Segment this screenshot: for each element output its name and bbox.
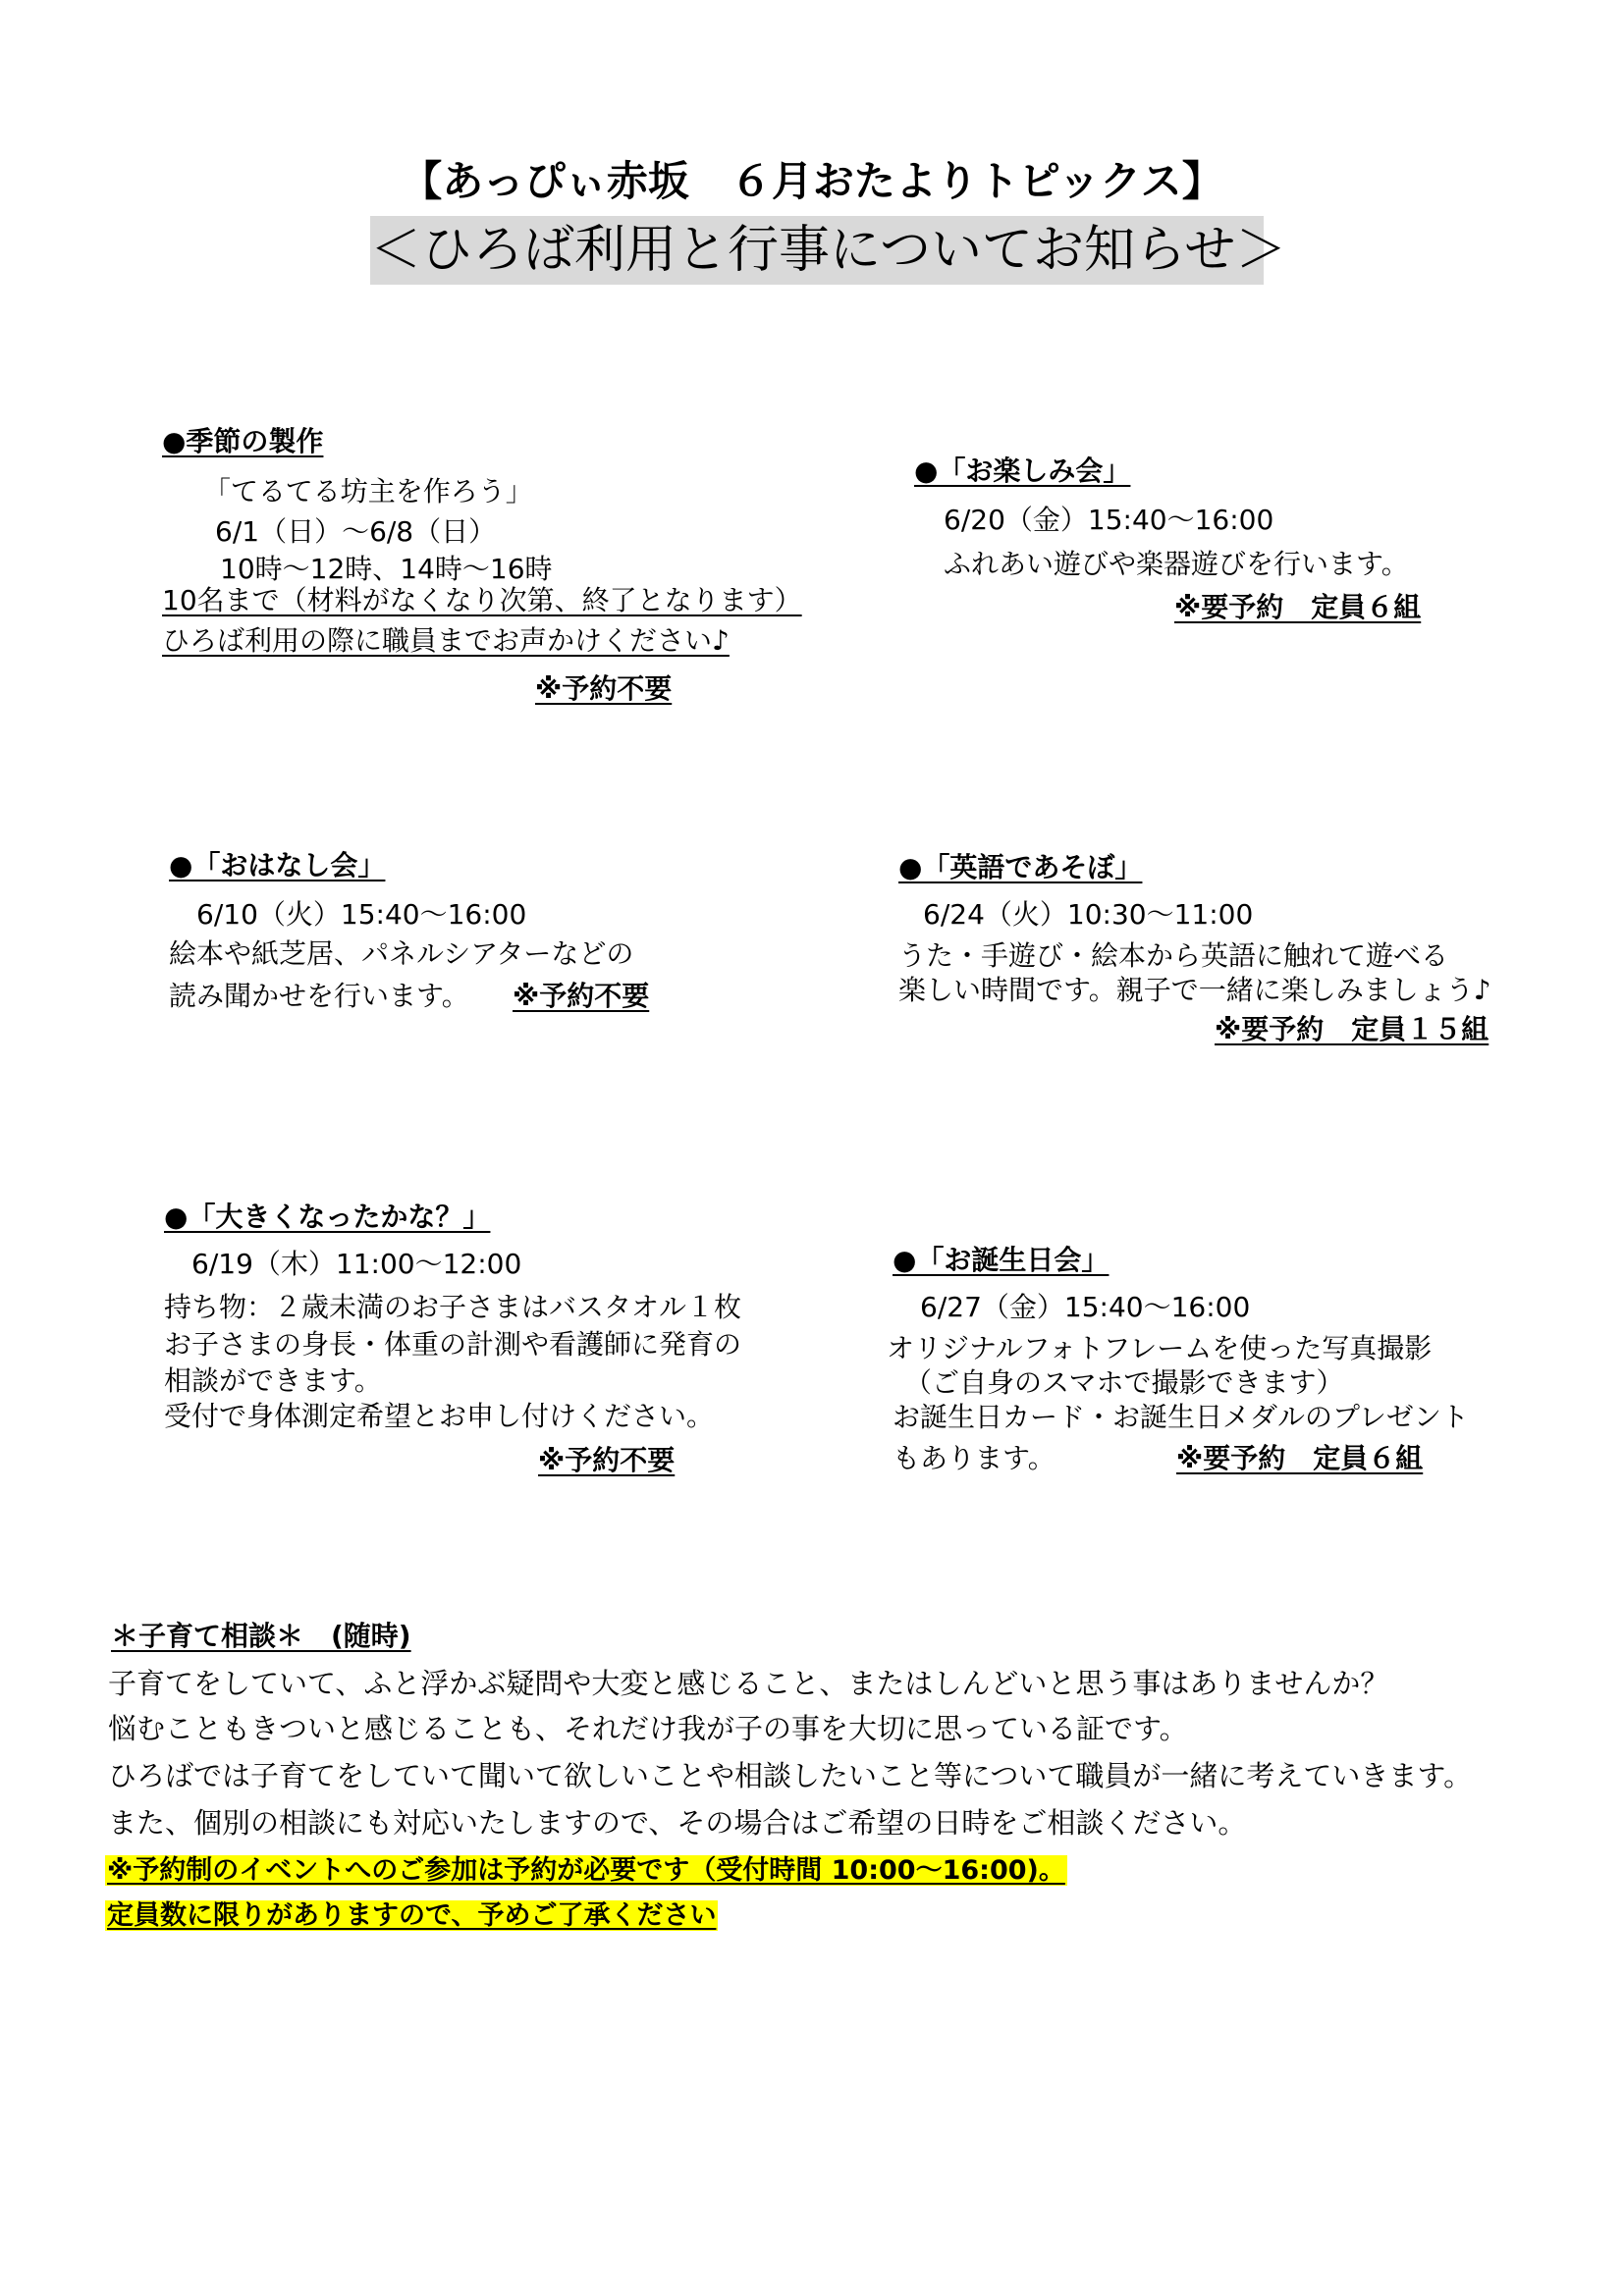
page-subtitle: ＜ひろば利用と行事についてお知らせ＞ — [370, 216, 1264, 285]
event-description-line: お子さまの身長・体重の計測や看護師に発育の — [164, 1328, 742, 1361]
event-description-line: （ご自身のスマホで撮影できます） — [904, 1366, 1344, 1399]
reservation-notice — [105, 1848, 1067, 1887]
event-date: 6/24（火）10:30～11:00 — [923, 898, 1254, 931]
event-date: 6/19（木）11:00～12:00 — [191, 1248, 522, 1280]
event-times: 10時～12時、14時～16時 — [220, 553, 553, 585]
reservation-badge: ※予約不要 — [535, 672, 673, 705]
reservation-badge: ※要予約 定員６組 — [1176, 1442, 1424, 1474]
event-description-line: お誕生日カード・お誕生日メダルのプレゼント — [893, 1401, 1469, 1433]
event-description-line: 持ち物：２歳未満のお子さまはバスタオル１枚 — [164, 1291, 742, 1323]
event-description: ふれあい遊びや楽器遊びを行います。 — [944, 548, 1409, 580]
event-limit: 10名まで（材料がなくなり次第、終了となります） — [162, 584, 802, 616]
consultation-text: 悩むこともきついと感じることも、それだけ我が子の事を大切に思っている証です。 — [108, 1712, 1188, 1745]
event-description-line: 相談ができます。 — [164, 1364, 382, 1397]
event-dates: 6/1（日）～6/8（日） — [215, 515, 497, 548]
event-heading: ●「お楽しみ会」 — [914, 454, 1131, 487]
consultation-text: 子育てをしていて、ふと浮かぶ疑問や大変と感じること、またはしんどいと思う事はありませんか？ — [108, 1667, 1389, 1700]
event-date: 6/27（金）15:40～16:00 — [920, 1291, 1251, 1323]
event-heading: ●季節の製作 — [162, 425, 324, 457]
consultation-text: ひろばでは子育てをしていて聞いて欲しいことや相談したいこと等について職員が一緒に考えていきます。 — [108, 1759, 1473, 1792]
event-description-line: 受付で身体測定希望とお申し付けください。 — [164, 1400, 715, 1432]
event-name: 「てるてる坊主を作ろう」 — [203, 475, 533, 507]
highlighted-notice: ※予約制のイベントへのご参加は予約が必要です（受付時間 10:00～16:00)。 — [107, 1855, 1065, 1886]
reservation-badge: ※要予約 定員１５組 — [1215, 1013, 1489, 1045]
event-note: ひろば利用の際に職員までお声かけください♪ — [162, 624, 730, 657]
event-description-line: 絵本や紙芝居、パネルシアターなどの — [169, 937, 634, 970]
reservation-badge: ※予約不要 — [538, 1444, 676, 1476]
page-title: 【あっぴぃ赤坂 ６月おたよりトピックス】 — [401, 157, 1223, 205]
reservation-badge: ※予約不要 — [513, 980, 650, 1012]
event-description-line: 読み聞かせを行います。 — [169, 980, 469, 1012]
event-heading: ●「お誕生日会」 — [893, 1244, 1110, 1276]
event-heading: ●「おはなし会」 — [169, 849, 386, 881]
event-description-line: うた・手遊び・絵本から英語に触れて遊べる — [898, 939, 1449, 972]
event-description-line: オリジナルフォトフレームを使った写真撮影 — [887, 1332, 1433, 1364]
highlighted-notice: 定員数に限りがありますので、予めご了承ください — [107, 1900, 717, 1931]
event-description-line: もあります。 — [893, 1442, 1056, 1474]
event-date: 6/10（火）15:40～16:00 — [196, 898, 527, 931]
event-heading: ●「英語であそぼ」 — [898, 851, 1143, 883]
consultation-text: また、個別の相談にも対応いたしますので、その場合はご希望の日時をご相談ください。 — [108, 1806, 1247, 1840]
consultation-heading: ＊子育て相談＊ (随時) — [111, 1620, 411, 1652]
event-description-line: 楽しい時間です。親子で一緒に楽しみましょう♪ — [898, 974, 1491, 1006]
event-date: 6/20（金）15:40～16:00 — [944, 504, 1274, 536]
event-heading: ●「大きくなったかな？」 — [164, 1201, 491, 1233]
capacity-notice — [105, 1894, 718, 1932]
reservation-badge: ※要予約 定員６組 — [1174, 591, 1422, 623]
